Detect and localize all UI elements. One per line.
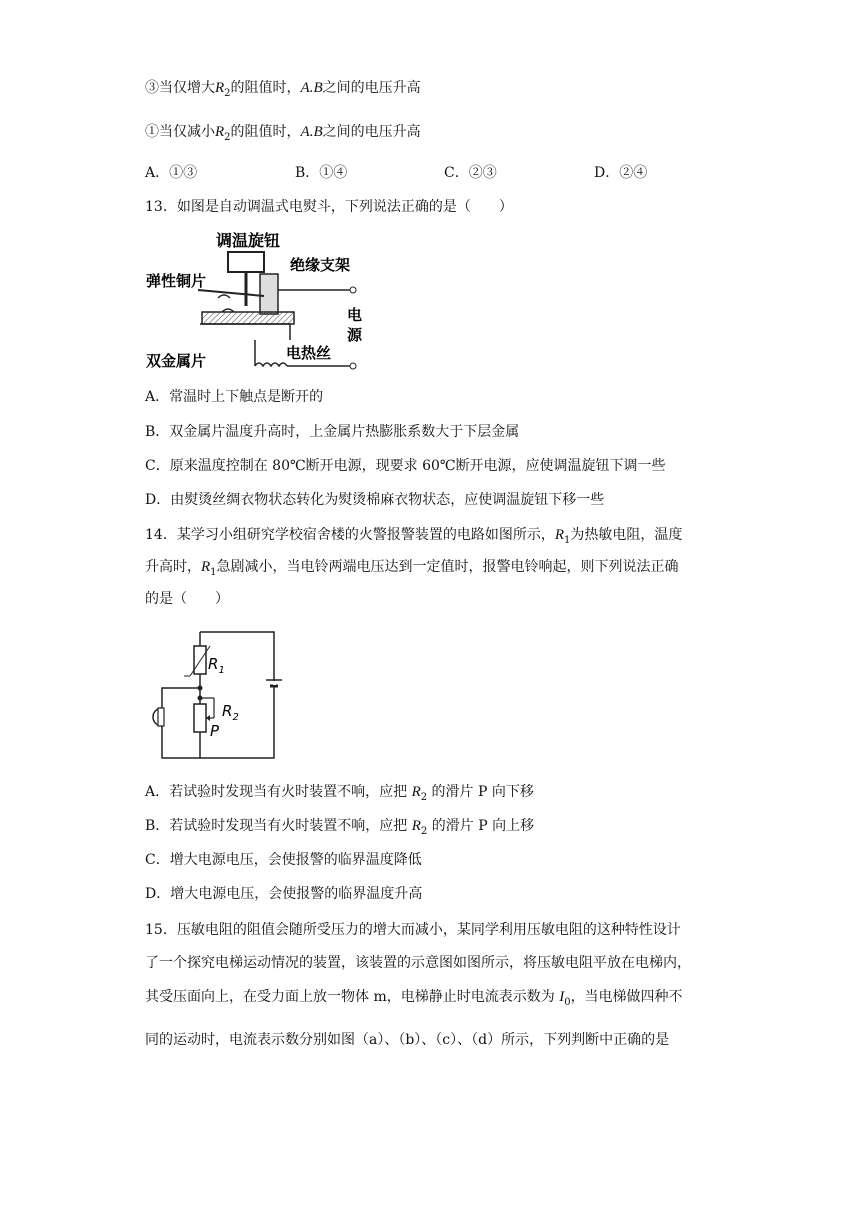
q14-line1-prefix: 14．某学习小组研究学校宿舍楼的火警报警装置的电路如图所示， [145, 527, 555, 543]
prev-option-d[interactable]: D．②④ [594, 165, 648, 181]
prev-option-b[interactable]: B．①④ [295, 165, 348, 181]
r-symbol: R [201, 559, 211, 575]
q13-option-b[interactable]: B．双金属片温度升高时，上金属片热膨胀系数大于下层金属 [145, 424, 520, 440]
r-subscript: 1 [564, 534, 571, 546]
q13-option-a[interactable]: A．常温时上下触点是断开的 [145, 389, 324, 405]
statement-4-mid: 的阻值时， [230, 124, 301, 140]
q14-line1-suffix: 为热敏电阻，温度 [570, 527, 683, 543]
r-subscript: 2 [224, 87, 231, 99]
fire-alarm-circuit-diagram [140, 624, 290, 764]
statement-3-suffix: 之间的电压升高 [322, 80, 421, 96]
bimetal-strip [202, 312, 294, 324]
q13-option-d[interactable]: D．由熨烫丝绸衣物状态转化为熨烫棉麻衣物状态，应使调温旋钮下移一些 [145, 492, 605, 508]
label-knob: 调温旋钮 [216, 231, 281, 250]
statement-4-prefix: ①当仅减小 [145, 124, 215, 140]
r-symbol: R [215, 80, 225, 96]
q15-line3-suffix: ，当电梯做四种不 [570, 989, 683, 1005]
r-subscript: 2 [420, 825, 428, 837]
q13-option-c[interactable]: C．原来温度控制在 80℃断开电源，现要求 60℃断开电源，应使调温旋钮下调一些 [145, 458, 666, 474]
statement-3-prefix: ③当仅增大 [145, 80, 215, 96]
q14-option-a[interactable] [145, 782, 534, 808]
label-power-2: 源 [347, 326, 363, 344]
knob-icon [228, 252, 264, 272]
r-symbol: R [554, 527, 564, 543]
prev-option-a[interactable]: A．①③ [145, 165, 198, 181]
ab-symbol: A.B [300, 124, 323, 140]
option-b-suffix: 的滑片 P 向上移 [427, 818, 535, 834]
q14-line2-suffix: 急剧减小，当电铃两端电压达到一定值时，报警电铃响起，则下列说法正确 [216, 559, 679, 575]
rheostat-r2 [194, 704, 206, 732]
r-symbol: R [411, 818, 421, 834]
q15-stem-line-2: 了一个探究电梯运动情况的装置，该装置的示意图如图所示，将压敏电阻平放在电梯内， [145, 955, 691, 971]
q15-stem-line-4: 同的运动时，电流表示数分别如图（a）、（b）、（c）、（d）所示，下列判断中正确的是 [145, 1032, 670, 1048]
prev-option-c[interactable]: C．②③ [444, 165, 497, 181]
i-symbol: I [559, 989, 565, 1005]
iron-thermostat-diagram [140, 228, 370, 376]
thermistor-r1 [194, 646, 206, 674]
label-power-1: 电 [347, 306, 363, 324]
r-symbol: R [411, 784, 421, 800]
statement-3 [145, 78, 421, 104]
r-subscript: 2 [420, 791, 428, 803]
q13-stem: 13．如图是自动调温式电熨斗，下列说法正确的是（ ） [145, 199, 513, 215]
label-bimetal: 双金属片 [146, 352, 207, 370]
copper-strip [198, 290, 264, 296]
label-p: P [210, 722, 220, 740]
r-subscript: 1 [210, 566, 217, 578]
i-subscript: 0 [564, 996, 571, 1008]
label-r1: $R_1$ [208, 655, 225, 676]
label-r2: $R_2$ [222, 702, 239, 723]
option-a-prefix: A．若试验时发现当有火时装置不响，应把 [145, 784, 412, 800]
q14-line2-prefix: 升高时， [145, 559, 201, 575]
r-symbol: R [215, 124, 225, 140]
q15-stem-line-3 [145, 987, 683, 1013]
q15-stem-line-1: 15．压敏电阻的阻值会随所受压力的增大而减小，某同学利用压敏电阻的这种特性设计 [145, 922, 681, 938]
label-bracket: 绝缘支架 [290, 256, 351, 274]
q14-stem-line-1 [145, 525, 682, 551]
statement-4-suffix: 之间的电压升高 [322, 124, 421, 140]
heater-coil-icon [255, 363, 287, 366]
q14-option-c[interactable]: C．增大电源电压，会使报警的临界温度降低 [145, 852, 422, 868]
insulating-bracket [260, 274, 278, 314]
q15-line3-prefix: 其受压面向上，在受力面上放一物体 m，电梯静止时电流表示数为 [145, 989, 560, 1005]
ab-symbol: A.B [300, 80, 323, 96]
q14-option-d[interactable]: D．增大电源电压，会使报警的临界温度升高 [145, 886, 423, 902]
q14-stem-line-3: 的是（ ） [145, 591, 229, 607]
option-a-suffix: 的滑片 P 向下移 [427, 784, 534, 800]
q14-stem-line-2 [145, 557, 679, 583]
label-heater: 电热丝 [286, 344, 332, 362]
statement-3-mid: 的阻值时， [230, 80, 301, 96]
q14-option-b[interactable] [145, 816, 534, 842]
label-copper: 弹性铜片 [146, 272, 207, 290]
statement-4 [145, 122, 421, 148]
option-b-prefix: B．若试验时发现当有火时装置不响，应把 [145, 818, 412, 834]
r-subscript: 2 [224, 131, 231, 143]
